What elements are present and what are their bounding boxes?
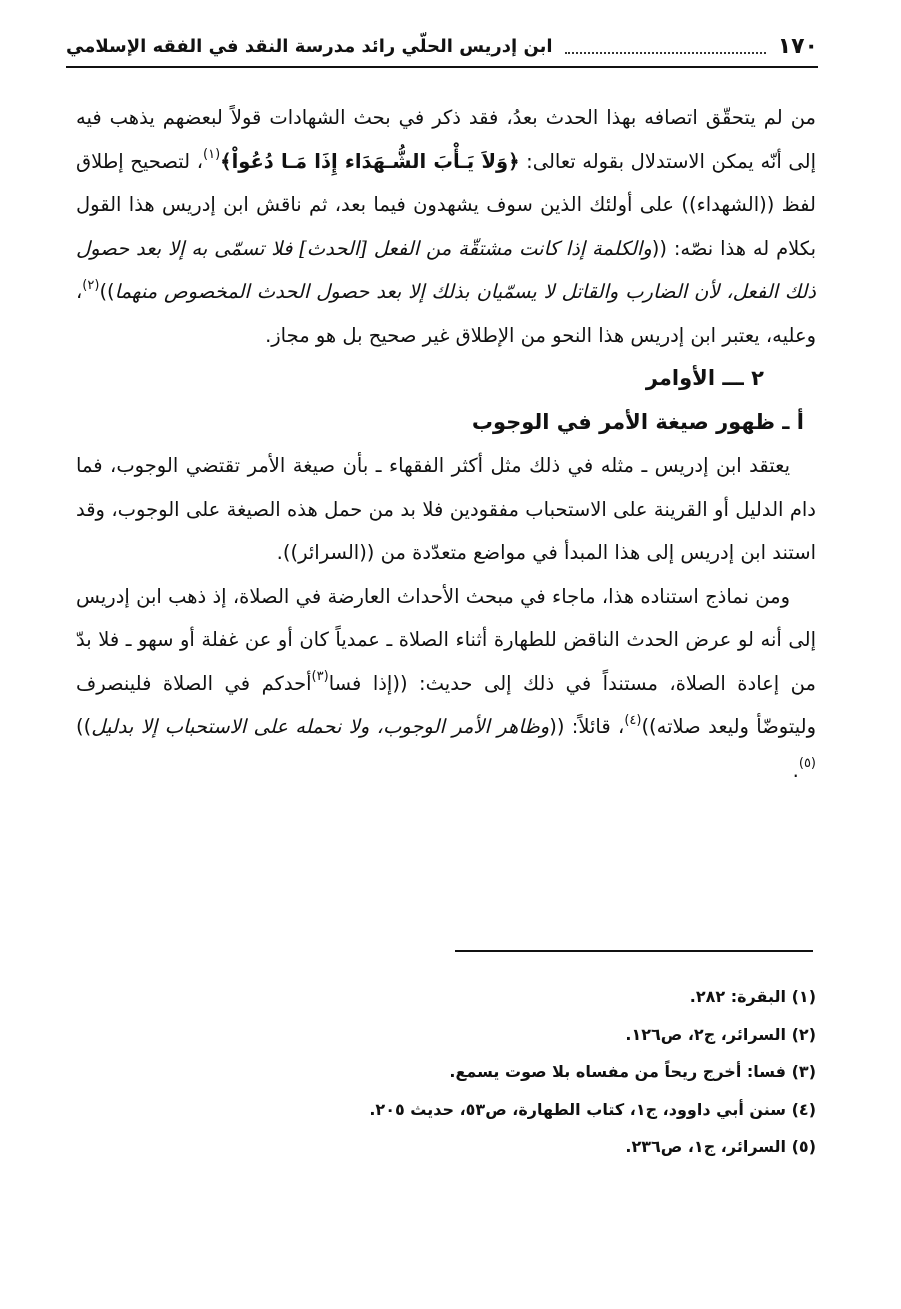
footnote-2: (٢) السرائر، ج٢، ص١٢٦. (625, 1024, 816, 1044)
paragraph-1-text: من لم يتحقّق اتصافه بهذا الحدث بعدُ، فقد ذكر في بحث الشهادات قولاً لبعضهم يذهب فيه إلى أنّه يمكن الاستدلال بقوله تعالى: (76, 106, 816, 173)
running-title: ابن إدريس الحلّي رائد مدرسة النقد في الفقه الإسلامي (66, 35, 553, 57)
paragraph-3 (76, 575, 816, 793)
paragraph-1 (76, 96, 816, 357)
ibn-idris-quote: والكلمة إذا كانت مشتقّة من الفعل [الحدث] فلا تسمّى به إلا بعد حصول ذلك الفعل، لأن الضارب والقاتل لا يسمّيان بذلك إلا بعد حصول الحدث المخصوص منهما (76, 236, 816, 303)
paragraph-3-text: ومن نماذج استناده هذا، ماجاء في مبحث الأحداث العارضة في الصلاة، إذ ذهب ابن إدريس إلى أنه لو عرض الحدث الناقض للطهارة أثناء الصلاة ـ عمدياً كان أو عن غفلة أو سهو ـ فلا بدّ من إعادة الصلاة، مستنداً في ذلك إلى حديث: ((إذا فسا (76, 584, 816, 695)
main-text (76, 96, 816, 792)
footnotes (76, 978, 816, 1166)
footnote-ref-4[interactable]: (٤) (624, 712, 642, 728)
footnote-5: (٥) السرائر، ج١، ص٢٣٦. (625, 1137, 816, 1156)
paragraph-3-end: . (792, 758, 799, 782)
ibn-idris-quote-2: وظاهر الأمر الوجوب، ولا نحمله على الاستحباب إلا بدليل (91, 715, 550, 738)
paragraph-1-text-2: ، لتصحيح إطلاق لفظ ((الشهداء)) على أولئك الذين سوف يشهدون فيما بعد، ثم ناقش ابن إدريس هذا القول بكلام له هذا نصّه: (( (76, 149, 817, 260)
page-header (66, 26, 818, 68)
footnote-separator (455, 950, 813, 952)
header-dot-leader (565, 38, 766, 54)
quote-close: )) (99, 280, 115, 303)
quran-verse: ﴿وَلاَ يَـأْبَ الشُّـهَدَاء إِذَا مَـا دُعُواْ﴾ (220, 149, 520, 173)
footnote-ref-2[interactable]: (٢) (82, 277, 100, 293)
footnote-4: (٤) سنن أبي داوود، ج١، كتاب الطهارة، ص٥٣، حديث ٢٠٥. (369, 1099, 816, 1119)
paragraph-2: يعتقد ابن إدريس ـ مثله في ذلك مثل أكثر الفقهاء ـ بأن صيغة الأمر تقتضي الوجوب، فما دام الدليل أو القرينة على الاستحباب مفقودين فلا بد من حمل هذه الصيغة على الوجوب، وقد استند ابن إدريس إلى هذا المبدأ في مواضع متعدّدة من ((السرائر)). (76, 454, 816, 564)
footnote-ref-3[interactable]: (٣) (311, 669, 329, 684)
page-number: ١٧٠ (777, 33, 818, 59)
paragraph-3-text-2: ، قائلاً: (( (549, 715, 625, 738)
quote-close-2: )) (76, 715, 92, 738)
hadith-text: أحدكم في الصلاة فلينصرف وليتوضّأ وليعد صلاته)) (76, 671, 817, 738)
footnote-ref-5[interactable]: (٥) (798, 756, 816, 771)
footnote-ref-1[interactable]: (١) (203, 147, 221, 162)
section-heading-commands: ٢ ـــ الأوامر (645, 366, 764, 390)
subsection-heading: أ ـ ظهور صيغة الأمر في الوجوب (471, 409, 804, 434)
paragraph-1-text-3: ، وعليه، يعتبر ابن إدريس هذا النحو من الإطلاق غير صحيح بل هو مجاز. (76, 280, 816, 347)
footnote-1: (١) البقرة: ٢٨٢. (689, 987, 816, 1006)
footnote-3: (٣) فسا: أخرج ريحاً من مفساه بلا صوت يسمع. (449, 1062, 816, 1081)
